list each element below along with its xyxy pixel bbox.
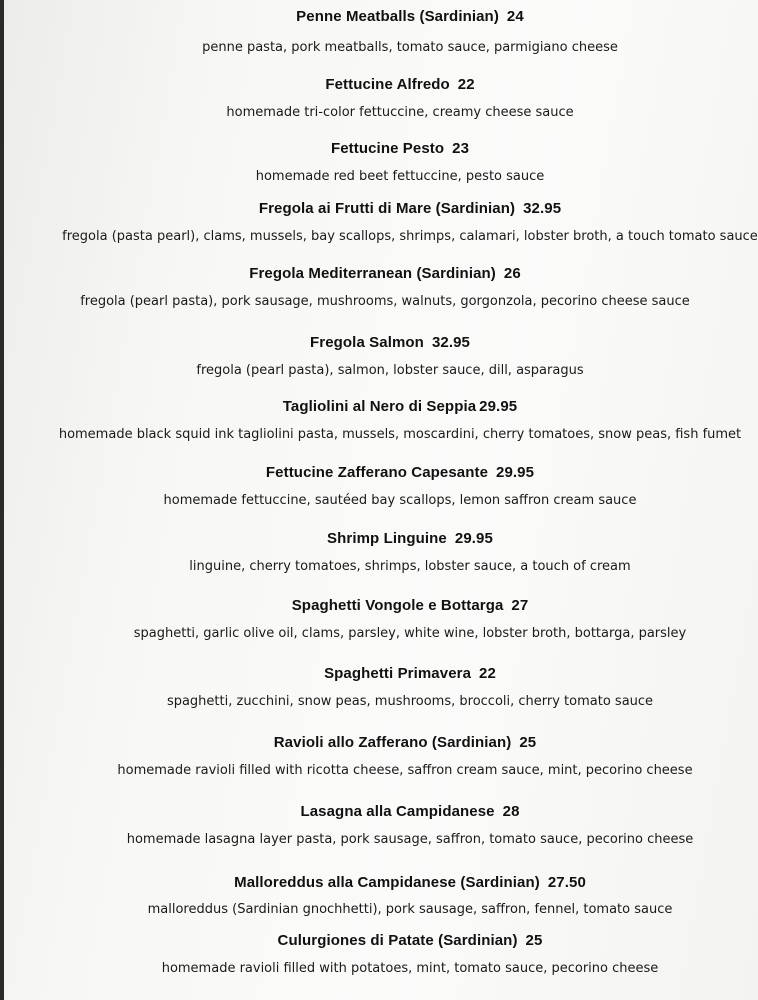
item-price: 29.95 xyxy=(479,398,518,415)
menu-item xyxy=(35,734,758,779)
item-price: 29.95 xyxy=(454,530,493,547)
item-title xyxy=(30,76,758,94)
menu-item xyxy=(40,597,758,642)
menu-item xyxy=(40,200,758,245)
item-price: 25 xyxy=(525,932,543,949)
menu-item xyxy=(40,874,758,918)
item-name: Culurgiones di Patate (Sardinian) xyxy=(277,932,518,949)
item-name: Spaghetti Vongole e Bottarga xyxy=(291,597,504,614)
menu-item xyxy=(30,464,758,509)
item-description: linguine, cherry tomatoes, shrimps, lobster sauce, a touch of cream xyxy=(189,559,631,574)
item-title xyxy=(40,874,758,892)
item-title xyxy=(35,734,758,752)
item-price: 32.95 xyxy=(523,200,562,217)
item-description: fregola (pasta pearl), clams, mussels, bay scallops, shrimps, calamari, lobster broth, a touch tomato sauce xyxy=(62,229,758,244)
item-name: Ravioli allo Zafferano (Sardinian) xyxy=(273,734,512,751)
item-title xyxy=(30,140,758,158)
item-description: homemade tri-color fettuccine, creamy cheese sauce xyxy=(226,105,574,120)
item-name: Fettucine Alfredo xyxy=(325,76,450,93)
item-price: 26 xyxy=(503,265,521,282)
item-name: Shrimp Linguine xyxy=(327,530,447,547)
page-edge-shadow xyxy=(0,0,4,1000)
item-name: Malloreddus alla Campidanese (Sardinian) xyxy=(234,874,540,891)
item-name: Tagliolini al Nero di Seppia xyxy=(282,398,477,415)
item-price: 23 xyxy=(452,140,470,157)
menu-item xyxy=(40,8,758,56)
item-title xyxy=(40,530,758,548)
item-price: 22 xyxy=(479,665,496,682)
item-price: 22 xyxy=(457,76,475,93)
menu-item xyxy=(15,265,755,310)
item-name: Fettucine Pesto xyxy=(330,140,445,157)
menu-item xyxy=(40,665,758,710)
item-description: homemade red beet fettuccine, pesto sauce xyxy=(255,169,545,184)
item-description: homemade ravioli filled with potatoes, mint, tomato sauce, pecorino cheese xyxy=(161,961,659,976)
item-title xyxy=(15,265,755,283)
item-price: 32.95 xyxy=(431,334,470,351)
item-name: Lasagna alla Campidanese xyxy=(300,803,495,820)
item-price: 27.50 xyxy=(547,874,586,891)
item-description: spaghetti, garlic olive oil, clams, parsley, white wine, lobster broth, bottarga, parsley xyxy=(133,626,687,641)
item-price: 28 xyxy=(502,803,520,820)
item-price: 29.95 xyxy=(496,464,535,481)
menu-item xyxy=(30,140,758,185)
item-name: Penne Meatballs (Sardinian) xyxy=(296,8,499,25)
item-name: Fregola ai Frutti di Mare (Sardinian) xyxy=(258,200,516,217)
item-title xyxy=(40,8,758,26)
item-title xyxy=(30,398,758,416)
menu-item xyxy=(40,932,758,977)
item-title xyxy=(40,665,758,683)
item-name: Fregola Salmon xyxy=(310,334,424,351)
item-description: malloreddus (Sardinian gnochhetti), pork sausage, saffron, fennel, tomato sauce xyxy=(147,902,673,917)
item-title xyxy=(40,597,758,615)
item-title xyxy=(30,464,758,482)
item-description: fregola (pearl pasta), pork sausage, mushrooms, walnuts, gorgonzola, pecorino cheese sauce xyxy=(80,294,690,309)
item-title xyxy=(40,200,758,218)
menu-item xyxy=(40,530,758,575)
item-description: homemade ravioli filled with ricotta cheese, saffron cream sauce, mint, pecorino cheese xyxy=(117,763,693,778)
item-description: homemade fettuccine, sautéed bay scallops, lemon saffron cream sauce xyxy=(163,493,637,508)
item-title xyxy=(40,932,758,950)
menu-item xyxy=(30,76,758,121)
item-price: 27 xyxy=(511,597,529,614)
item-name: Spaghetti Primavera xyxy=(324,665,472,682)
menu-item xyxy=(20,334,758,379)
item-title xyxy=(40,803,758,821)
item-description: spaghetti, zucchini, snow peas, mushrooms, broccoli, cherry tomato sauce xyxy=(166,694,654,709)
item-name: Fettucine Zafferano Capesante xyxy=(265,464,489,481)
menu-item xyxy=(40,803,758,848)
item-title xyxy=(20,334,758,352)
item-name: Fregola Mediterranean (Sardinian) xyxy=(249,265,496,282)
menu-item xyxy=(30,398,758,443)
item-price: 24 xyxy=(506,8,524,25)
item-description: homemade black squid ink tagliolini pasta, mussels, moscardini, cherry tomatoes, snow peas, fish fumet xyxy=(58,427,742,442)
item-description: fregola (pearl pasta), salmon, lobster sauce, dill, asparagus xyxy=(196,363,584,378)
item-price: 25 xyxy=(519,734,537,751)
item-description: homemade lasagna layer pasta, pork sausage, saffron, tomato sauce, pecorino cheese xyxy=(126,832,694,847)
item-description: penne pasta, pork meatballs, tomato sauce, parmigiano cheese xyxy=(202,40,618,55)
